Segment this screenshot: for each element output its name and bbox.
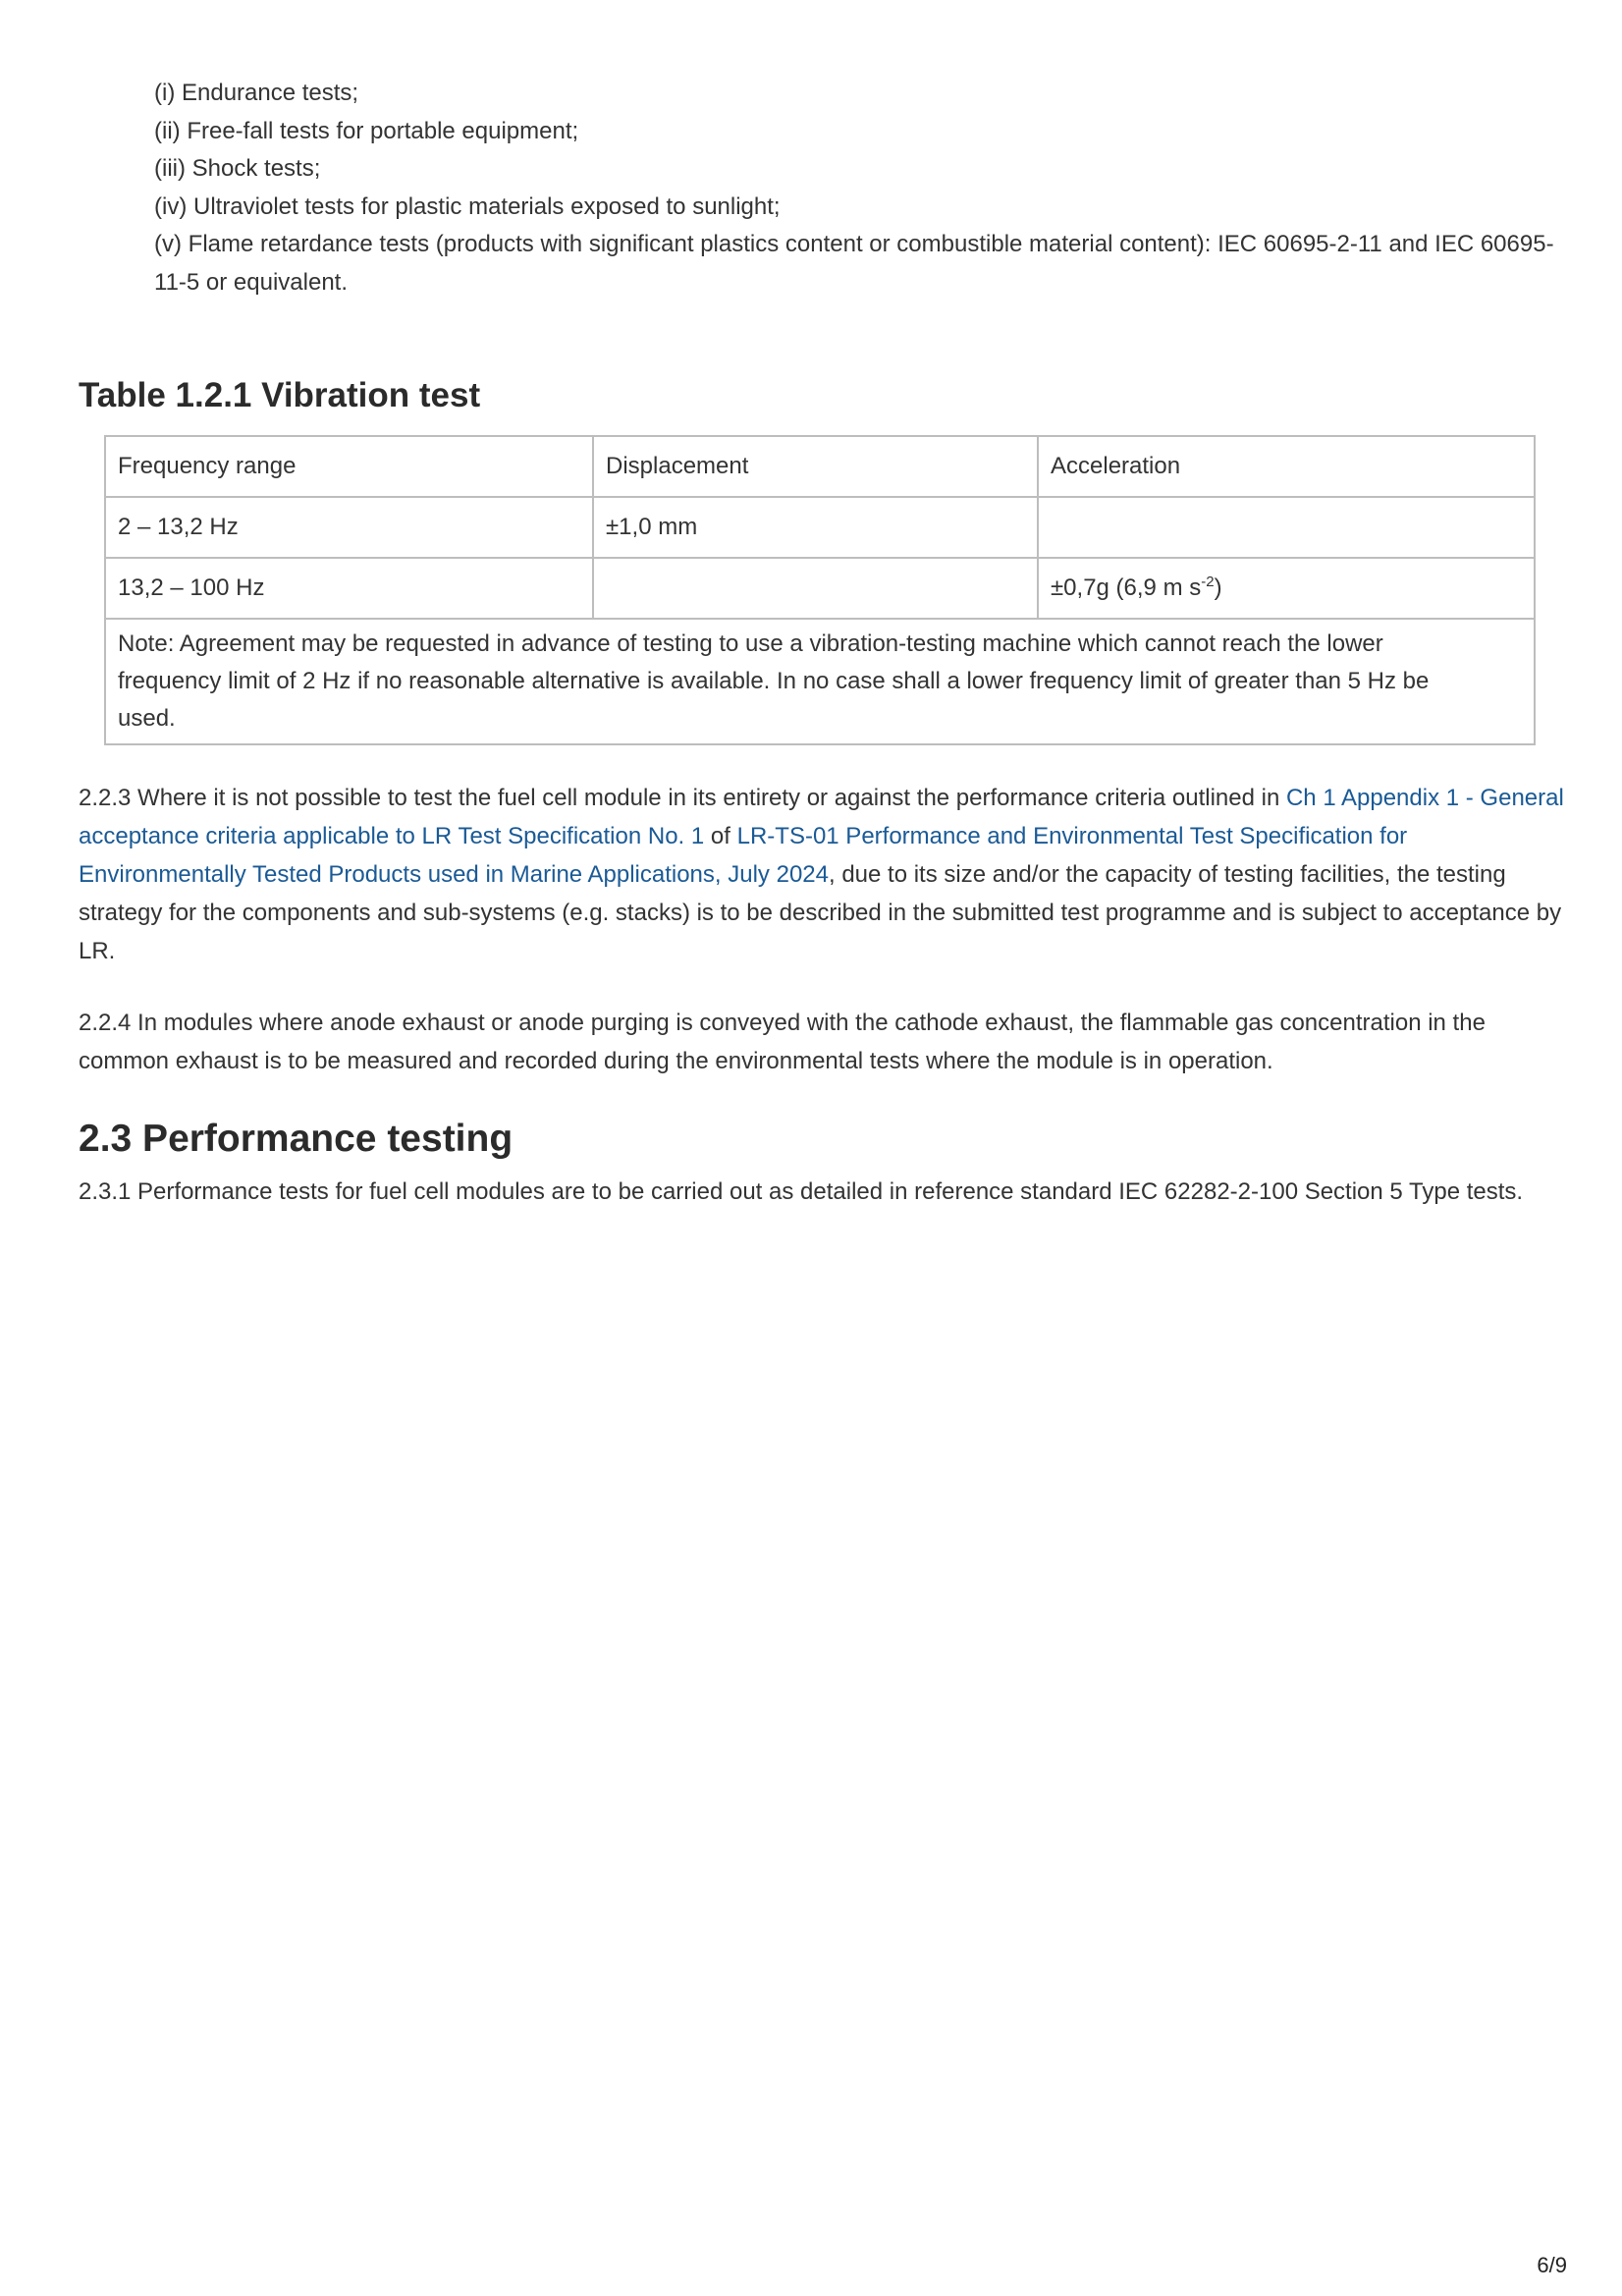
header-frequency: Frequency range xyxy=(105,436,593,497)
table-title: Table 1.2.1 Vibration test xyxy=(79,376,481,414)
acceleration-value: ±0,7g (6,9 m s xyxy=(1051,574,1202,601)
section-title: 2.3 Performance testing xyxy=(79,1118,514,1160)
paragraph-2-2-3: 2.2.3 Where it is not possible to test the fuel cell module in its entirety or against the performance criteria outlined in Ch 1 Appendix 1 - General acceptance criteria applicable to LR Test Specification No. 1 of LR-TS-01 Performance and Environmental Test Specification for Environmentally Tested Products used in Marine Applications, July 2024, due to its size and/or the capacity of testing facilities, the testing strategy for the components and sub-systems (e.g. stacks) is to be described in the submitted test programme and is subject to acceptance by LR. xyxy=(79,785,1564,964)
list-item: (v) Flame retardance tests (products with significant plastics content or combustible material content): IEC 60695-2-11 and IEC 60695-11-5 or equivalent. xyxy=(154,231,1554,296)
cell-frequency: 2 – 13,2 Hz xyxy=(105,497,593,558)
table-row xyxy=(105,558,1535,619)
header-acceleration: Acceleration xyxy=(1038,436,1535,497)
vibration-table xyxy=(104,435,1536,745)
paragraph-2-3-1: 2.3.1 Performance tests for fuel cell modules are to be carried out as detailed in reference standard IEC 62282-2-100 Section 5 Type tests. xyxy=(79,1178,1524,1205)
link-ch1-appendix1[interactable]: Ch 1 Appendix 1 - General acceptance criteria applicable to LR Test Specification No. 1 xyxy=(79,785,1564,849)
table-header-row xyxy=(105,436,1535,497)
acceleration-exponent: -2 xyxy=(1201,574,1215,590)
header-displacement: Displacement xyxy=(593,436,1038,497)
table-note-row xyxy=(105,619,1535,744)
page-number: 6/9 xyxy=(1537,2253,1567,2277)
table-note: Note: Agreement may be requested in advance of testing to use a vibration-testing machine which cannot reach the lower frequency limit of 2 Hz if no reasonable alternative is available. In no case shall a lower frequency limit of greater than 5 Hz be used. xyxy=(105,619,1535,744)
list-item: (iv) Ultraviolet tests for plastic materials exposed to sunlight; xyxy=(154,192,781,220)
cell-acceleration xyxy=(1038,558,1535,619)
cell-acceleration xyxy=(1038,497,1535,558)
cell-frequency: 13,2 – 100 Hz xyxy=(105,558,593,619)
cell-displacement xyxy=(593,558,1038,619)
acceleration-close: ) xyxy=(1214,574,1222,601)
list-item: (i) Endurance tests; xyxy=(154,80,359,106)
list-item: (ii) Free-fall tests for portable equipment; xyxy=(154,117,579,144)
page-content xyxy=(79,75,1571,1211)
paragraph-2-2-4: 2.2.4 In modules where anode exhaust or anode purging is conveyed with the cathode exhaust, the flammable gas concentration in the common exhaust is to be measured and recorded during the environmental tests where the module is in operation. xyxy=(79,1010,1486,1074)
table-row xyxy=(105,497,1535,558)
list-item: (iii) Shock tests; xyxy=(154,155,321,182)
cell-displacement: ±1,0 mm xyxy=(593,497,1038,558)
link-lr-ts-01[interactable]: LR-TS-01 Performance and Environmental Test Specification for Environmentally Tested Products used in Marine Applications, July 2024 xyxy=(79,823,1408,888)
test-list xyxy=(154,75,1571,301)
